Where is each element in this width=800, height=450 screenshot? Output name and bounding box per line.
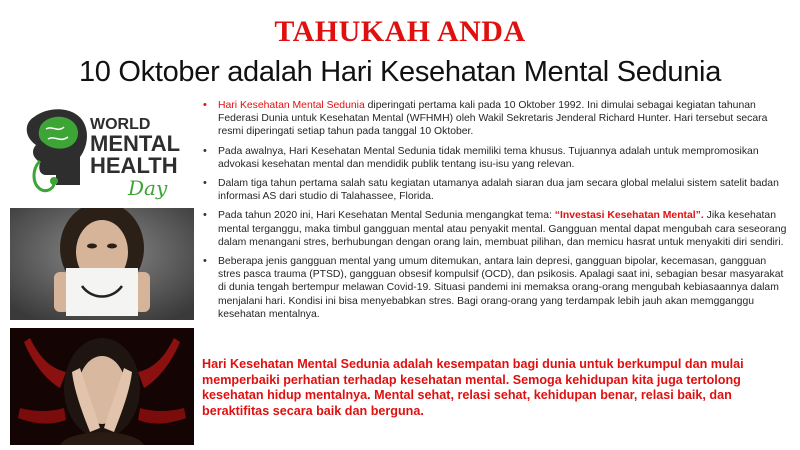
- world-mental-health-day-logo: [10, 99, 194, 203]
- list-item: [200, 145, 790, 171]
- bullet-text: diperingati pertama kali pada 10 Oktober 1992. Ini dimulai sebagai kegiatan tahunan Federasi Dunia untuk Kesehatan Mental (WFHMH) oleh Wakil Sekretaris Jenderal Richard Hunter. Hari tersebut secara resmi diperingati setiap tahun pada tanggal 10 Oktober.: [218, 100, 768, 138]
- woman-smile-sign-photo: [10, 208, 194, 320]
- bullet-text: Pada tahun 2020 ini, Hari Kesehatan Mental Sedunia mengangkat tema:: [218, 210, 555, 222]
- theme-highlight: “Investasi Kesehatan Mental”.: [554, 210, 704, 222]
- list-item: [200, 177, 790, 203]
- bullet-highlight: Hari Kesehatan Mental Sedunia: [218, 100, 365, 111]
- list-item: [200, 255, 790, 321]
- page-subtitle: 10 Oktober adalah Hari Kesehatan Mental Sedunia: [78, 56, 722, 88]
- info-bullet-list: [200, 99, 790, 327]
- list-item: [200, 209, 790, 249]
- photo-woman-sign: [10, 208, 194, 320]
- bullet-text: Beberapa jenis gangguan mental yang umum ditemukan, antara lain depresi, gangguan bipolar, kecemasan, gangguan stres pasca trauma (PTSD), gangguan obsesif kompulsif (OCD), dan psikosis. Apalagi saat ini, sebagian besar masyarakat di dunia tengah bertempur melawan Covid-19. Situasi pandemi ini memaksa orang-orang mengubah kebiasaannya dalam menjalani hari. Kondisi ini bisa menyebabkan stres. Bagi orang-orang yang terdampak lebih jauh akan memgganggu kesehatan mentalnya.: [218, 256, 784, 320]
- bullet-text: Jika kesehatan mental terganggu, maka timbul gangguan mental atau penyakit mental. Gangguan mental dapat mengubah cara seseorang dalam menangani stres, berhubungan dengan orang lain, membuat pilihan, dan memicu hasrat untuk menyakiti diri sendiri.: [218, 210, 787, 248]
- closing-statement: Hari Kesehatan Mental Sedunia adalah kesempatan bagi dunia untuk berkumpul dan mulai memperbaiki perhatian terhadap kesehatan mental. Semoga kehidupan kita juga tertolong kesehatan hidup mentalnya. Mental sehat, relasi sehat, kehidupan benar, relasi baik, dan beraktifitas secara baik dan berguna.: [202, 357, 744, 418]
- smile-sign: [66, 268, 138, 316]
- woman-covering-face-photo: [10, 328, 194, 445]
- page-title: TAHUKAH ANDA: [274, 15, 526, 48]
- logo-line-mental: MENTAL: [90, 131, 181, 156]
- photo-woman-hands: [10, 328, 194, 445]
- logo-line-day: Day: [128, 176, 168, 200]
- logo-line-world: WORLD: [90, 116, 151, 133]
- list-item: [200, 99, 790, 139]
- bullet-text: Pada awalnya, Hari Kesehatan Mental Sedunia tidak memiliki tema khusus. Tujuannya adalah untuk mempromosikan advokasi kesehatan mental dan mendidik publik tentang isu-isu yang relevan.: [218, 145, 759, 170]
- logo-line-health: HEALTH: [90, 153, 178, 178]
- bullet-text: Dalam tiga tahun pertama salah satu kegiatan utamanya adalah siaran dua jam secara global melalui sistem satelit badan informasi AS dari studio di Talahassee, Florida.: [218, 178, 779, 203]
- logo-graphic: [10, 99, 194, 203]
